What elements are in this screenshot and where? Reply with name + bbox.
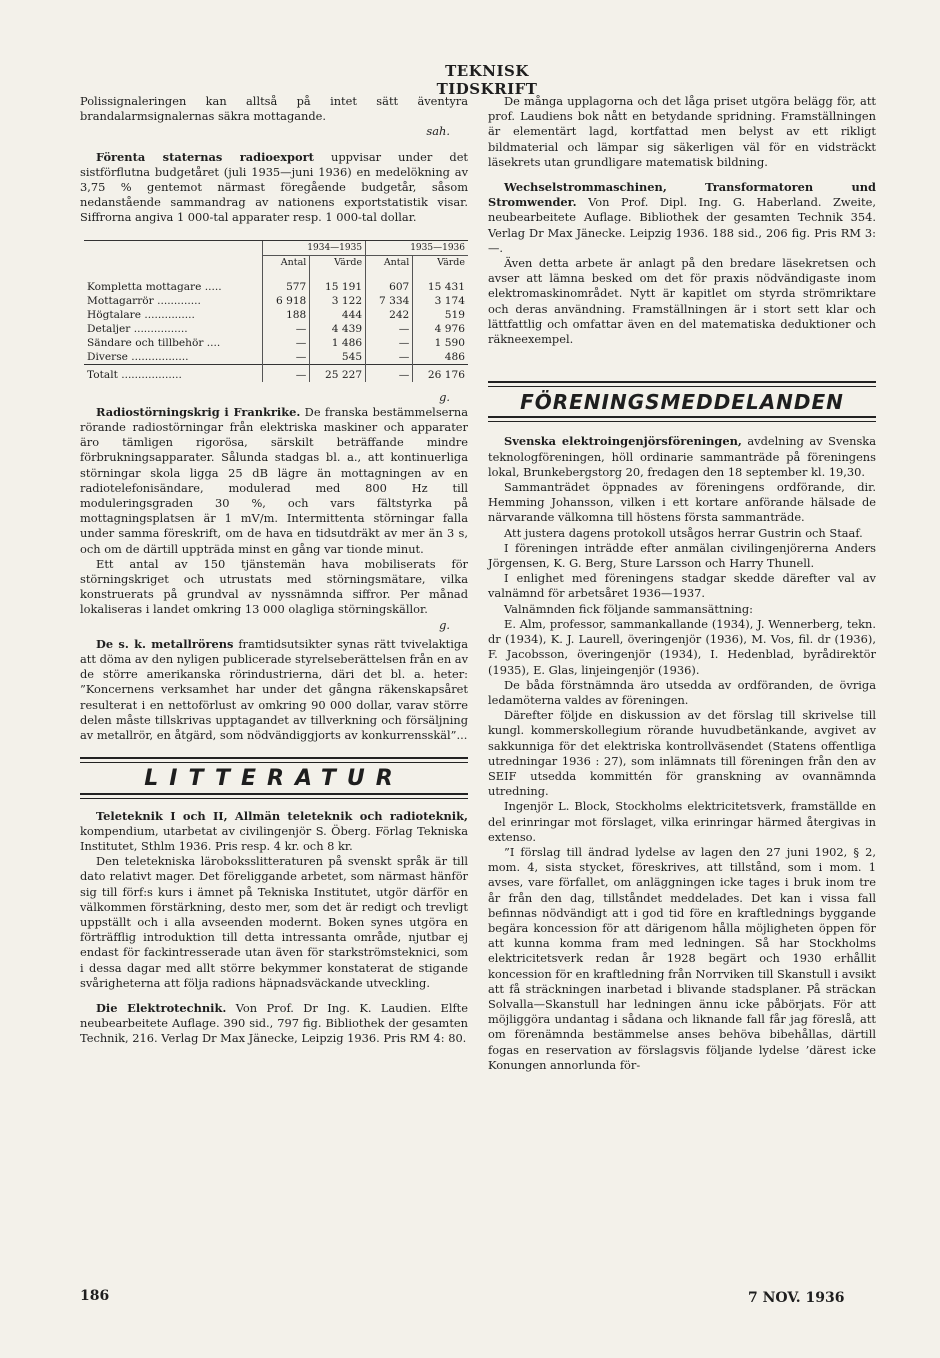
paragraph: I enlighet med föreningens stadgar skedde därefter val av valnämnd för arbetsåret 1936—1937. (488, 571, 876, 601)
paragraph: Valnämnden fick följande sammansättning: (504, 601, 753, 616)
review-wechselstrom-body: Även detta arbete är anlagt på den bredare läsekretsen och avser att lämna besked om det för praxis nödvändigaste inom elektromaskinområdet. Nytt är kapitlet om styrda strömriktare och deras användning. Framställningen är i stort sett klar och lättfattlig och omfattar även en del matematiska deduktioner och räkneexempel. (488, 256, 876, 347)
paragraph: Att justera dagens protokoll utsågos herrar Gustrin och Staaf. (504, 525, 863, 540)
run-in-heading: Förenta staternas radioexport (96, 149, 314, 164)
paragraph-metallror: De s. k. metallrörens framtidsutsikter synas rätt tvivelaktiga att döma av den nyligen publicerade styrelseberättelsen från en av de större amerikanska rörindustrierna, däri det bl. a. heter: ”Koncernens verksamhet har under det gångna räkenskapsåret resulterat i en nettoförlust av omkring 90 000 dollar, varav större delen måste tillskrivas upptagandet av tillverkning och försäljning av metallrör, en åtgärd, som nödvändiggjorts av konkurrensskäl”... (80, 636, 468, 743)
review-teleteknik-body: Den teletekniska läroboksslitteraturen på svenskt språk är till dato relativt mager. Det föreliggande arbetet, som närmast hänför sig till förf:s kurs i ämnet på Tekniska Institutet, utgör därför en välkommen förstärkning, desto mer, som det är redigt och trevligt uppställt och i alla avseenden modernt. Boken synes utgöra en förträfflig introduktion till detta intressanta område, njutbar ej endast för fackintresserade utan även för starkströmsteknici, som i dessa dagar med allt större bekymmer konstaterat de stigande svårigheterna att följa radions häpnadsväckande utveckling. (80, 854, 468, 990)
table-subheader: Antal (366, 255, 413, 270)
review-wechselstrom: Wechselstrommaschinen, Transformatoren und Stromwender. Von Prof. Dipl. Ing. G. Haberland. Zweite, neubearbeitete Auflage. Bibliothek der gesamten Technik 354. Verlag Dr Max Jänecke. Leipzig 1936. 188 sid., 206 fig. Pris RM 3: —. (488, 180, 876, 255)
run-in-heading: De s. k. metallrörens (96, 636, 234, 651)
paragraph-quotation: ”I förslag till ändrad lydelse av lagen den 27 juni 1902, § 2, mom. 4, sista stycket, föreskrives, att tillstånd, som i mom. 1 avses, vare förfallet, om anläggningen icke tages i bruk inom tre år från den dag, tillståndet meddelades. Det kan i vissa fall befinnas nödvändigt att i god tid före en kraftlednings byggande begära koncession för att därigenom hålla möjligheten öppen för att kunna komma fram med ledningen. Så har Stockholms elektricitetsverk redan år 1928 begärt och 1930 erhållit koncession för en kraftledning från Norrviken till Skanstull i avsikt att få sträckningen inarbetad i blivande stadsplaner. På sträckan Solvalla—Skanstull har ledningen ännu icke påbörjats. För att möjliggöra undantag i sådana och liknande fall får jag föreslå, att om förenämnda bestämmelse anses behöva bibehållas, därtill fogas en reservation av förslagsvis följande lydelse ’därest icke Konungen annorlunda för- (488, 844, 876, 1072)
run-in-heading: Svenska elektroingenjörsföreningen, (504, 434, 742, 449)
left-column (80, 94, 468, 1047)
table-row: Diverse ................. — 545 — 486 (84, 350, 468, 365)
section-heading-foreningsmeddelanden: FÖRENINGSMEDDELANDEN (520, 390, 844, 415)
table-row: Kompletta mottagare ..... 577 15 191 607 15 431 (84, 280, 468, 294)
paragraph-radioexport: Förenta staternas radioexport uppvisar under det sistförflutna budgetåret (juli 1935—juni 1936) en medelökning av 3,75 % gentemot närmast föregående budgetår, såsom nedanstående sammandrag av nationens exportstatistik visar. Siffrorna angiva 1 000-tal apparater resp. 1 000-tal dollar. (80, 149, 469, 225)
right-column (488, 94, 876, 1073)
paragraph-tjanstemän: Ett antal av 150 tjänstemän hava mobiliserats för störningskriget och utrustats med störningsmätare, vilka konstruerats på grundval av nyssnämnda siffror. Per månad lokaliseras i landet omkring 13 000 olagliga störningskällor. (80, 556, 468, 617)
paragraph: E. Alm, professor, sammankallande (1934), J. Wennerberg, tekn. dr (1934), K. J. Laurell, överingenjör (1936), M. Vos, fil. dr (1936), F. Jacobsson, överingenjör (1934), I. Hedenblad, byrådirektör (1935), E. Glas, linjeingenjör (1936). (488, 616, 876, 677)
paragraph: Därefter följde en diskussion av det förslag till skrivelse till kungl. kommerskollegium rörande huvudbetänkande, avgivet av sakkunniga för det elektriska kontrollväsendet (Statens offentliga utredningar 1936 : 27), som inlämnats till föreningen från den av SEIF utsedda kommittén för granskning av ovannämnda utredning. (488, 708, 876, 799)
masthead-title: TEKNISK TIDSKRIFT (436, 62, 538, 98)
signature: g. (439, 389, 450, 404)
review-elektrotechnik-body: De många upplagorna och det låga priset utgöra belägg för, att prof. Laudiens bok nått en betydande spridning. Framställningen är elementärt lagd, kortfattad men belyst av ett rikligt bildmaterial och lämpar sig säkerligen väl för en vidsträckt läsekrets utan grundligare matematisk bildning. (488, 94, 876, 169)
table-subheader: Antal (263, 255, 310, 270)
paragraph: I föreningen inträdde efter anmälan civilingenjörerna Anders Jörgensen, K. G. Berg, Sture Larsson och Harry Thunell. (488, 540, 876, 571)
section-rule (488, 381, 876, 387)
review-teleteknik: Teleteknik I och II, Allmän teleteknik och radioteknik, kompendium, utarbetat av civilingenjör S. Öberg. Förlag Tekniska Institutet, Sthlm 1936. Pris resp. 4 kr. och 8 kr. (80, 808, 468, 853)
paragraph: De båda förstnämnda äro utsedda av ordföranden, de övriga ledamöterna valdes av föreningen. (488, 677, 876, 707)
table-row: Mottagarrör ............. 6 918 3 122 7 334 3 174 (84, 294, 468, 308)
run-in-heading: Die Elektrotechnik. (96, 1000, 227, 1015)
table-year-header: 1934—1935 (263, 240, 366, 255)
run-in-heading: Wechselstrommaschinen, Transformatoren und Stromwender. (488, 180, 876, 210)
table-year-header: 1935—1936 (366, 240, 468, 255)
section-rule (80, 757, 468, 763)
export-table (84, 240, 468, 382)
run-in-heading: Radiostörningskrig i Frankrike. (96, 404, 301, 419)
section-heading-litteratur: LITTERATUR (144, 766, 404, 792)
paragraph: Ingenjör L. Block, Stockholms elektricitetsverk, framställde en del erinringar mot förslaget, vilka erinringar härmed återgivas in extenso. (488, 799, 876, 844)
table-total-row: Totalt .................. — 25 227 — 26 176 (84, 364, 468, 382)
table-row: Högtalare ............... 188 444 242 519 (84, 308, 468, 322)
paragraph: Sammanträdet öppnades av föreningens ordförande, dir. Hemming Johansson, vilken i ett kortare anförande hälsade de närvarande välkomna till höstens första sammanträde. (488, 480, 876, 525)
run-in-heading: Teleteknik I och II, Allmän teleteknik och radioteknik, (96, 808, 468, 823)
review-elektrotechnik: Die Elektrotechnik. Von Prof. Dr Ing. K. Laudien. Elfte neubearbeitete Auflage. 390 sid., 797 fig. Bibliothek der gesamten Technik, 216. Verlag Dr Max Jänecke, Leipzig 1936. Pris RM 4: 80. (80, 1000, 468, 1046)
paragraph-polissignal: Polissignaleringen kan alltså på intet sätt äventyra brandalarmsignalernas säkra mottagande. (80, 94, 468, 124)
table-subheader: Värde (413, 255, 468, 270)
table-row: Detaljer ................ — 4 439 — 4 976 (84, 322, 468, 336)
page-number: 186 (80, 1288, 110, 1304)
issue-date: 7 NOV. 1936 (748, 1290, 845, 1306)
paragraph-seif: Svenska elektroingenjörsföreningen, avdelning av Svenska teknologföreningen, höll ordinarie sammanträde på föreningens lokal, Brunkebergstorg 20, fredagen den 18 september kl. 19,30. (488, 434, 877, 479)
table-row: Sändare och tillbehör .... — 1 486 — 1 590 (84, 336, 468, 350)
paragraph-radiostorning: Radiostörningskrig i Frankrike. De franska bestämmelserna rörande radiostörningar från elektriska maskiner och apparater äro tämligen rigorösa, särskilt beträffande mindre förbrukningsapparater. Sålunda stadgas bl. a., att kontinuerliga störningar skola ligga 25 dB lägre än mottagningen av en radiotelefonisändare, modulerad med 800 Hz till moduleringsgraden 30 %, och vars fältstyrka på mottagningsplatsen är 1 mV/m. Intermittenta störningar falla under samma föreskrift, om de hava en tidsutdräkt av mer än 3 s, och om de därtill uppträda minst en gång var tionde minut. (80, 404, 468, 556)
signature: sah. (426, 124, 450, 139)
signature: g. (439, 617, 450, 632)
table-subheader: Värde (310, 255, 366, 270)
